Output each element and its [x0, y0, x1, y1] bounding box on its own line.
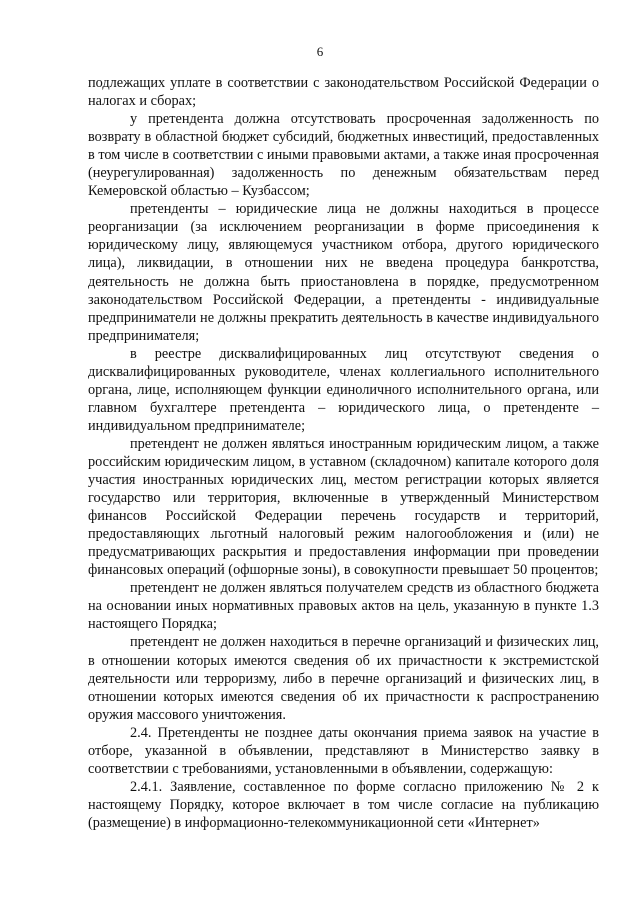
page-number: 6	[316, 44, 324, 59]
paragraph-overdue-debt: у претендента должна отсутствовать просроченная задолженность по возврату в областной бюджет субсидий, бюджетных инвестиций, предоставленных в том числе в соответствии с иными правовыми актами, а также иная просроченная (неурегулированная) задолженность по денежным обязательствам перед Кемеровской областью – Кузбассом;	[88, 111, 599, 200]
paragraph-reorganization: претенденты – юридические лица не должны находиться в процессе реорганизации (за исключением реорганизации в форме присоединения к юридическому лицу, являющемуся участником отбора, другого юридического лица), ликвидации, в отношении них не введена процедура банкротства, деятельность не должна быть приостановлена в порядке, предусмотренном законодательством Российской Федерации, а претенденты - индивидуальные предприниматели не должны прекратить деятельность в качестве индивидуального предпринимателя;	[88, 201, 599, 344]
paragraph-foreign-entity: претендент не должен являться иностранным юридическим лицом, а также российским юридическим лицом, в уставном (складочном) капитале которого доля участия иностранных юридических лиц, местом регистрации которых является государство или территория, включенные в утвержденный Министерством финансов Российской Федерации перечень государств и территорий, предоставляющих льготный налоговый режим налогообложения и (или) не предусматривающих раскрытия и предоставления информации при проведении финансовых операций (офшорные зоны), в совокупности превышает 50 процентов;	[88, 435, 599, 579]
paragraph-other-funding: претендент не должен являться получателем средств из областного бюджета на основании иных нормативных правовых актов на цель, указанную в пункте 1.3 настоящего Порядка;	[88, 580, 599, 633]
paragraph-extremism-list: претендент не должен находиться в перечне организаций и физических лиц, в отношении которых имеются сведения об их причастности к экстремистской деятельности или терроризму, либо в перечне организаций и физических лиц, в отношении которых имеются сведения об их причастности к распространению оружия массового уничтожения.	[88, 634, 599, 723]
paragraph-continuation: подлежащих уплате в соответствии с законодательством Российской Федерации о налогах и сборах;	[88, 75, 599, 110]
document-body	[88, 74, 599, 832]
paragraph-clause-2-4: 2.4. Претенденты не позднее даты окончания приема заявок на участие в отборе, указанной в объявлении, представляют в Министерство заявку в соответствии с требованиями, установленными в объявлении, содержащую:	[88, 724, 599, 777]
paragraph-clause-2-4-1: 2.4.1. Заявление, составленное по форме согласно приложению № 2 к настоящему Порядку, которое включает в том числе согласие на публикацию (размещение) в информационно-телекоммуникационной сети «Интернет»	[88, 778, 599, 831]
paragraph-disqualified-registry: в реестре дисквалифицированных лиц отсутствуют сведения о дисквалифицированных руководителе, членах коллегиального исполнительного органа, лице, исполняющем функции единоличного исполнительного органа, или главном бухгалтере претендента – юридического лица, о претенденте – индивидуальном предпринимателе;	[88, 345, 599, 434]
